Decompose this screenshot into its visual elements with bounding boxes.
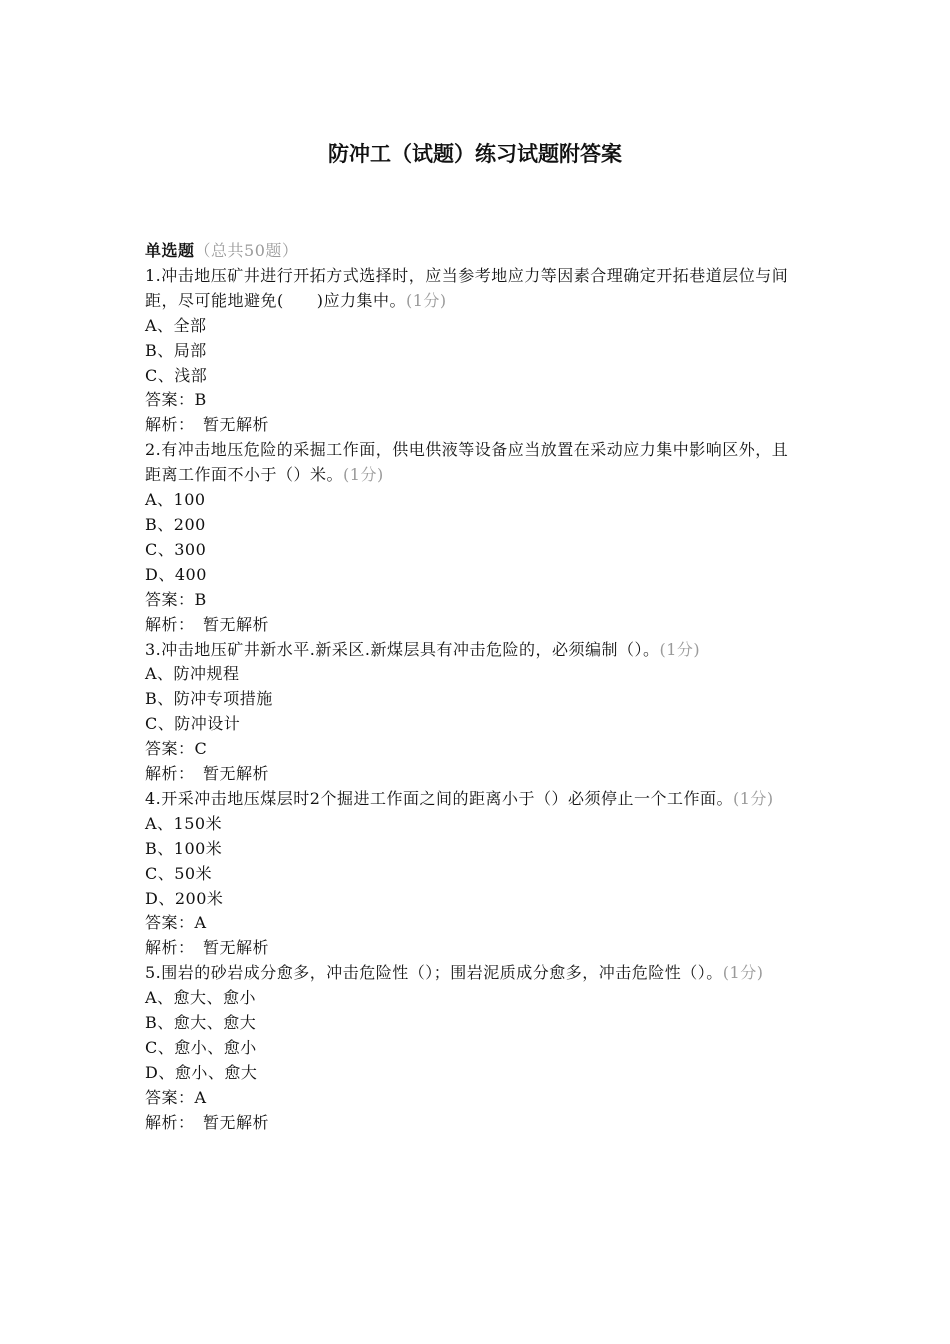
question-stem bbox=[145, 961, 795, 986]
option-b: B、100米 bbox=[145, 838, 223, 858]
section-label: 单选题 bbox=[145, 241, 195, 260]
option-a: A、100 bbox=[145, 490, 206, 510]
question-stem-text: 4.开采冲击地压煤层时2个掘进工作面之间的距离小于（）必须停止一个工作面。 bbox=[145, 788, 733, 808]
answer: 答案：A bbox=[145, 1087, 207, 1107]
question-stem bbox=[145, 438, 795, 488]
question-2 bbox=[145, 438, 795, 637]
question-stem-text: 2.有冲击地压危险的采掘工作面，供电供液等设备应当放置在采动应力集中影响区外，且距离工作面不小于（）米。 bbox=[145, 440, 789, 485]
question-stem-text: 5.围岩的砂岩成分愈多，冲击危险性（）；围岩泥质成分愈多，冲击危险性（）。 bbox=[145, 963, 723, 983]
option-c: C、浅部 bbox=[145, 365, 208, 385]
option-a: A、愈大、愈小 bbox=[145, 988, 257, 1008]
answer: 答案：B bbox=[145, 390, 207, 410]
section-header bbox=[145, 239, 795, 264]
question-score: (1分) bbox=[732, 788, 774, 808]
option-c: C、愈小、愈小 bbox=[145, 1038, 257, 1057]
question-score: (1分) bbox=[722, 963, 764, 983]
section-count: （总共50题） bbox=[194, 241, 299, 260]
analysis: 解析： 暂无解析 bbox=[145, 938, 270, 958]
analysis: 解析： 暂无解析 bbox=[145, 764, 270, 784]
document-title: 防冲工（试题）练习试题附答案 bbox=[328, 141, 622, 166]
question-stem bbox=[145, 264, 795, 314]
question-score: (1分) bbox=[659, 639, 701, 659]
option-d: D、愈小、愈大 bbox=[145, 1062, 258, 1082]
analysis: 解析： 暂无解析 bbox=[145, 1112, 270, 1132]
question-1 bbox=[145, 264, 795, 438]
option-c: C、300 bbox=[145, 539, 207, 559]
option-c: C、50米 bbox=[145, 863, 213, 883]
question-list bbox=[145, 239, 795, 1136]
option-a: A、全部 bbox=[145, 315, 207, 335]
answer: 答案：B bbox=[145, 589, 207, 609]
option-b: B、防冲专项措施 bbox=[145, 689, 273, 709]
question-5 bbox=[145, 961, 795, 1135]
option-b: B、局部 bbox=[145, 340, 207, 360]
answer: 答案：A bbox=[145, 913, 207, 933]
question-stem-text: 1.冲击地压矿井进行开拓方式选择时，应当参考地应力等因素合理确定开拓巷道层位与间距，尽可能地避免( )应力集中。 bbox=[145, 265, 789, 310]
option-d: D、400 bbox=[145, 564, 207, 584]
question-score: (1分) bbox=[343, 465, 384, 485]
analysis: 解析： 暂无解析 bbox=[145, 614, 270, 634]
answer: 答案：C bbox=[145, 739, 208, 759]
option-a: A、防冲规程 bbox=[145, 664, 240, 684]
option-c: C、防冲设计 bbox=[145, 714, 241, 734]
question-4 bbox=[145, 787, 795, 961]
question-stem bbox=[145, 787, 795, 812]
option-d: D、200米 bbox=[145, 888, 224, 908]
option-b: B、愈大、愈大 bbox=[145, 1013, 257, 1033]
analysis: 解析： 暂无解析 bbox=[145, 415, 270, 435]
option-b: B、200 bbox=[145, 514, 206, 534]
question-score: (1分) bbox=[406, 290, 447, 310]
question-stem bbox=[145, 638, 795, 663]
option-a: A、150米 bbox=[145, 813, 223, 833]
question-stem-text: 3.冲击地压矿井新水平.新采区.新煤层具有冲击危险的，必须编制（）。 bbox=[145, 639, 660, 659]
question-3 bbox=[145, 638, 795, 787]
